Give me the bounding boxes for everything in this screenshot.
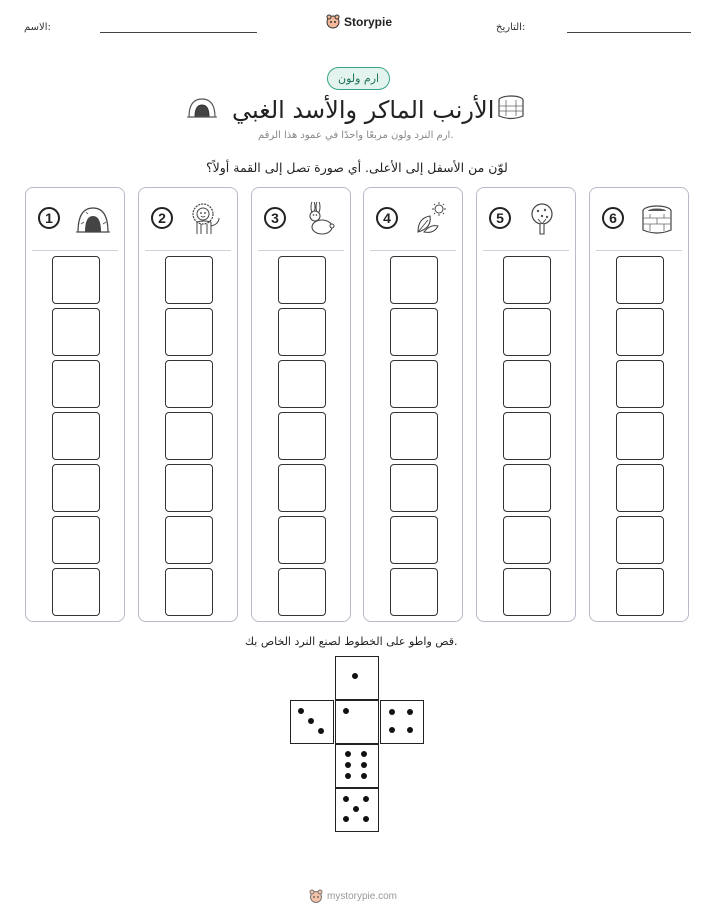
color-square[interactable] [52,360,100,408]
color-square[interactable] [278,360,326,408]
color-square[interactable] [503,308,551,356]
tree-icon [527,202,561,236]
well-icon [496,94,526,120]
dice-pip [353,806,359,812]
name-label: الاسم: [24,22,51,33]
dice-face-1 [335,656,379,700]
color-square[interactable] [165,464,213,512]
color-square[interactable] [616,412,664,460]
column-2 [138,187,238,622]
column-3 [251,187,351,622]
dice-pip [345,762,351,768]
dice-pip [407,709,413,715]
well-icon [640,202,674,236]
color-square[interactable] [165,308,213,356]
color-square[interactable] [165,360,213,408]
dice-pip [343,796,349,802]
color-square[interactable] [616,516,664,564]
dice-face-6 [335,744,379,788]
color-square[interactable] [52,464,100,512]
column-6 [589,187,689,622]
column-divider [596,250,682,251]
color-square[interactable] [503,360,551,408]
dice-pip [345,773,351,779]
dice-pip [361,751,367,757]
color-square[interactable] [503,464,551,512]
rabbit-icon [302,202,336,236]
color-square[interactable] [278,516,326,564]
dice-pip [363,796,369,802]
color-square[interactable] [503,516,551,564]
color-square[interactable] [390,464,438,512]
dice-pip [389,727,395,733]
color-square[interactable] [52,516,100,564]
activity-badge: ارم ولون [327,67,390,90]
dice-face-1 [335,700,379,744]
color-square[interactable] [278,256,326,304]
color-square[interactable] [390,360,438,408]
dice-face-5 [335,788,379,832]
color-square[interactable] [52,412,100,460]
dice-pip [361,773,367,779]
color-square[interactable] [52,256,100,304]
color-square[interactable] [165,256,213,304]
color-square[interactable] [616,568,664,616]
dice-pip [389,709,395,715]
color-square[interactable] [503,256,551,304]
column-number: 1 [38,207,60,229]
footer-url[interactable]: mystorypie.com [327,890,398,902]
color-square[interactable] [390,308,438,356]
column-4 [363,187,463,622]
column-divider [483,250,569,251]
page-title: الأرنب الماكر والأسد الغبي [232,96,495,124]
cave-icon [76,202,110,236]
color-square[interactable] [165,568,213,616]
column-number: 2 [151,207,173,229]
color-square[interactable] [278,568,326,616]
column-divider [32,250,118,251]
storypie-mascot-icon [326,14,340,30]
dice-pip [345,751,351,757]
cave-icon [187,96,217,118]
column-number: 6 [602,207,624,229]
lion-icon [189,202,223,236]
dice-pip [352,673,358,679]
column-1 [25,187,125,622]
dice-net [290,656,424,834]
dice-face-4 [380,700,424,744]
dice-pip [343,708,349,714]
dice-pip [298,708,304,714]
dice-pip [407,727,413,733]
color-square[interactable] [52,308,100,356]
column-number: 4 [376,207,398,229]
column-number: 5 [489,207,511,229]
color-square[interactable] [390,256,438,304]
column-divider [370,250,456,251]
color-square[interactable] [390,516,438,564]
brand-logo [326,14,392,30]
color-square[interactable] [278,464,326,512]
footer [309,888,397,904]
color-square[interactable] [503,568,551,616]
color-square[interactable] [390,568,438,616]
color-square[interactable] [165,516,213,564]
name-line[interactable] [100,32,257,33]
column-5 [476,187,576,622]
leaf-sun-icon [414,202,448,236]
dice-pip [343,816,349,822]
color-square[interactable] [278,308,326,356]
column-divider [145,250,231,251]
dice-face-3 [290,700,334,744]
color-square[interactable] [616,464,664,512]
subtitle: ارم النرد ولون مربعًا واحدًا في عمود هذا الرقم. [258,130,454,141]
dice-pip [363,816,369,822]
color-square[interactable] [616,308,664,356]
date-label: التاريخ: [496,22,526,33]
color-square[interactable] [503,412,551,460]
instruction-text: لوّن من الأسفل إلى الأعلى. أي صورة تصل إلى القمة أولاً؟ [206,160,508,175]
dice-pip [308,718,314,724]
dice-pip [361,762,367,768]
cut-instruction: قص واطو على الخطوط لصنع النرد الخاص بك. [245,635,458,648]
date-line[interactable] [567,32,691,33]
brand-name: Storypie [344,15,393,29]
column-divider [258,250,344,251]
color-square[interactable] [278,412,326,460]
dice-pip [318,728,324,734]
color-square[interactable] [52,568,100,616]
storypie-mascot-icon [309,888,323,904]
column-number: 3 [264,207,286,229]
color-square[interactable] [616,360,664,408]
color-square[interactable] [390,412,438,460]
color-square[interactable] [165,412,213,460]
color-square[interactable] [616,256,664,304]
